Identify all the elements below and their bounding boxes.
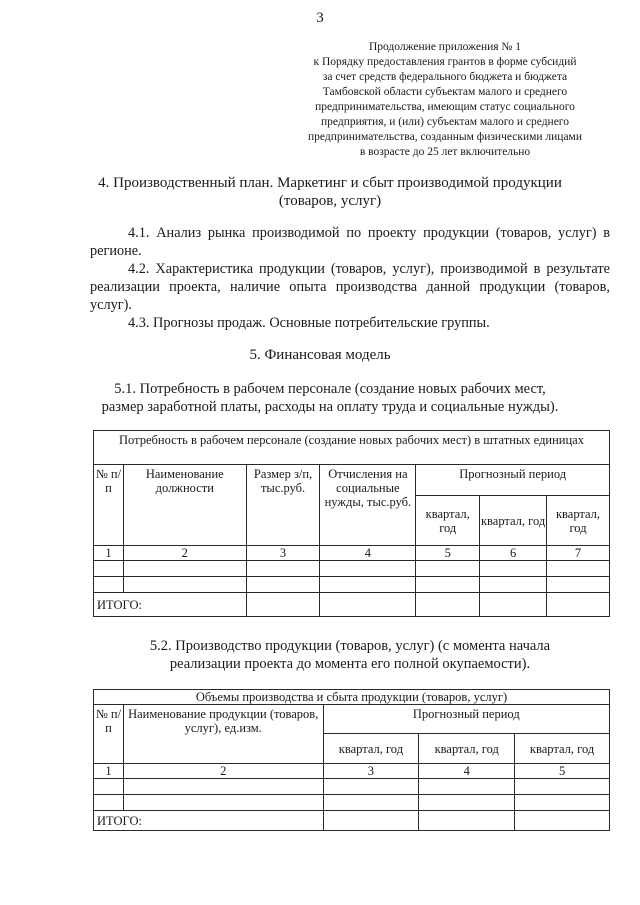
page-number: 3 — [316, 10, 324, 26]
annex-line: предпринимательства, созданным физическими лицами — [307, 131, 582, 143]
staff-table-caption: Потребность в рабочем персонале (создание новых рабочих мест) в штатных единицах — [94, 431, 610, 465]
annex-line: к Порядку предоставления грантов в форме субсидий — [313, 56, 577, 68]
staff-table — [93, 430, 610, 617]
column-number: 5 — [515, 764, 610, 779]
col-header-forecast: Прогнозный период — [416, 465, 610, 496]
table-row — [94, 779, 610, 795]
table-row — [94, 795, 610, 811]
paragraph-4-3: 4.3. Прогнозы продаж. Основные потребительские группы. — [128, 315, 490, 331]
paragraph-4-2: 4.2. Характеристика продукции (товаров, услуг), производимой в результате реализации проекта, наличие опыта производства данной продукции (товаров, услуг). — [90, 261, 610, 313]
production-table — [93, 689, 610, 831]
annex-line: за счет средств федерального бюджета и бюджета — [322, 71, 568, 83]
annex-line: предпринимательства, имеющим статус социального — [315, 101, 575, 113]
forecast-quarter: квартал, год — [323, 734, 419, 764]
section-5-2-heading — [60, 637, 640, 673]
column-number: 7 — [547, 546, 610, 561]
table-row — [94, 577, 610, 593]
forecast-quarter: квартал, год — [416, 496, 480, 546]
annex-header — [260, 40, 630, 160]
paragraph-4-1: 4.1. Анализ рынка производимой по проекту продукции (товаров, услуг) в регионе. — [90, 225, 610, 259]
col-header-position: Наименование должности — [123, 465, 246, 546]
column-number: 4 — [419, 764, 515, 779]
column-number: 2 — [123, 764, 323, 779]
section-5-2-line1: 5.2. Производство продукции (товаров, услуг) (с момента начала — [149, 638, 551, 654]
section-4-title-line2: (товаров, услуг) — [278, 193, 382, 209]
annex-line: в возрасте до 25 лет включительно — [359, 146, 531, 158]
section-5-2-line2: реализации проекта до момента его полной окупаемости). — [169, 656, 531, 672]
column-number: 2 — [123, 546, 246, 561]
annex-line: Тамбовской области субъектам малого и среднего — [322, 86, 568, 98]
staff-table-total: ИТОГО: — [94, 593, 247, 617]
forecast-quarter: квартал, год — [515, 734, 610, 764]
section-5-1-line2: размер заработной платы, расходы на оплату труда и социальные нужды). — [101, 399, 559, 415]
column-number: 3 — [246, 546, 320, 561]
section-5-1-heading — [50, 380, 610, 416]
column-number: 1 — [94, 546, 124, 561]
section-4-title-line1: 4. Производственный план. Маркетинг и сбыт производимой продукции — [98, 175, 562, 191]
column-number: 3 — [323, 764, 419, 779]
annex-line: Продолжение приложения № 1 — [368, 41, 522, 53]
production-table-total: ИТОГО: — [94, 811, 324, 831]
forecast-quarter: квартал, год — [419, 734, 515, 764]
column-number: 1 — [94, 764, 124, 779]
table-row — [94, 561, 610, 577]
section-4-title — [60, 174, 600, 210]
forecast-quarter: квартал, год — [480, 496, 547, 546]
col-header-salary: Размер з/п, тыс.руб. — [246, 465, 320, 546]
col-header-forecast: Прогнозный период — [323, 705, 609, 734]
annex-line: предприятия, и (или) субъектам малого и среднего — [321, 116, 569, 128]
section-5-1-line1: 5.1. Потребность в рабочем персонале (создание новых рабочих мест, — [114, 381, 546, 397]
col-header-number: № п/п — [94, 705, 124, 764]
col-header-social: Отчисления на социальные нужды, тыс.руб. — [320, 465, 416, 546]
section-5-title: 5. Финансовая модель — [249, 347, 391, 363]
production-table-caption: Объемы производства и сбыта продукции (товаров, услуг) — [94, 690, 610, 705]
col-header-number: № п/п — [94, 465, 124, 546]
column-number: 5 — [416, 546, 480, 561]
forecast-quarter: квартал, год — [547, 496, 610, 546]
column-number: 6 — [480, 546, 547, 561]
col-header-product: Наименование продукции (товаров, услуг), ед.изм. — [123, 705, 323, 764]
column-number: 4 — [320, 546, 416, 561]
